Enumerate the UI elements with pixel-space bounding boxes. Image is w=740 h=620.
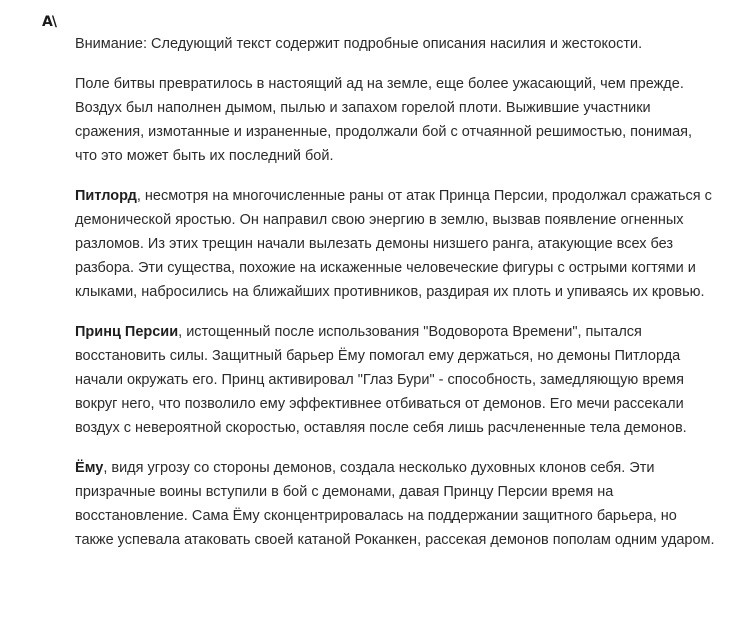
prince-text: , истощенный после использования "Водоворота Времени", пытался восстановить силы. Защитный барьер Ёму помогал ему держаться, но демоны Питлорда начали окружать его. Принц активировал "Глаз Бури" - способность, замедляющую время вокруг него, что позволило ему эффективнее отбиваться от демонов. Его мечи рассекали воздух с невероятной скоростью, оставляя после себя лишь расчлененные тела демонов. xyxy=(75,324,687,436)
pitlord-name: Питлорд xyxy=(75,188,137,204)
paragraph-battlefield: Поле битвы превратилось в настоящий ад на земле, еще более ужасающий, чем прежде. Воздух был наполнен дымом, пылью и запахом горелой плоти. Выжившие участники сражения, измотанные и израненные, продолжали бой с отчаянной решимостью, понимая, что это может быть их последний бой. xyxy=(75,76,693,164)
pitlord-text: , несмотря на многочисленные раны от атак Принца Персии, продолжал сражаться с демонической яростью. Он направил свою энергию в землю, вызвав появление огненных разломов. Из этих трещин начали вылезать демоны низшего ранга, атакующие всех без разбора. Эти существа, похожие на искаженные человеческие фигуры с острыми когтями и клыками, набросились на ближайших противников, раздирая их плоть и упиваясь их кровью. xyxy=(75,188,712,300)
paragraph-prince xyxy=(75,320,715,440)
youmu-name: Ёму xyxy=(75,460,104,476)
youmu-text: , видя угрозу со стороны демонов, создала несколько духовных клонов себя. Эти призрачные воины вступили в бой с демонами, давая Принцу Персии время на восстановление. Сама Ёму сконцентрировалась на поддержании защитного барьера, но также успевала атаковать своей катаной Роканкен, рассекая демонов пополам одним ударом. xyxy=(75,460,715,548)
warning-paragraph: Внимание: Следующий текст содержит подробные описания насилия и жестокости. xyxy=(75,36,643,52)
paragraph-pitlord xyxy=(75,184,715,304)
paragraph-youmu xyxy=(75,456,715,552)
assistant-logo: A\ xyxy=(42,14,56,30)
prince-name: Принц Персии xyxy=(75,324,179,340)
assistant-message xyxy=(75,32,715,568)
